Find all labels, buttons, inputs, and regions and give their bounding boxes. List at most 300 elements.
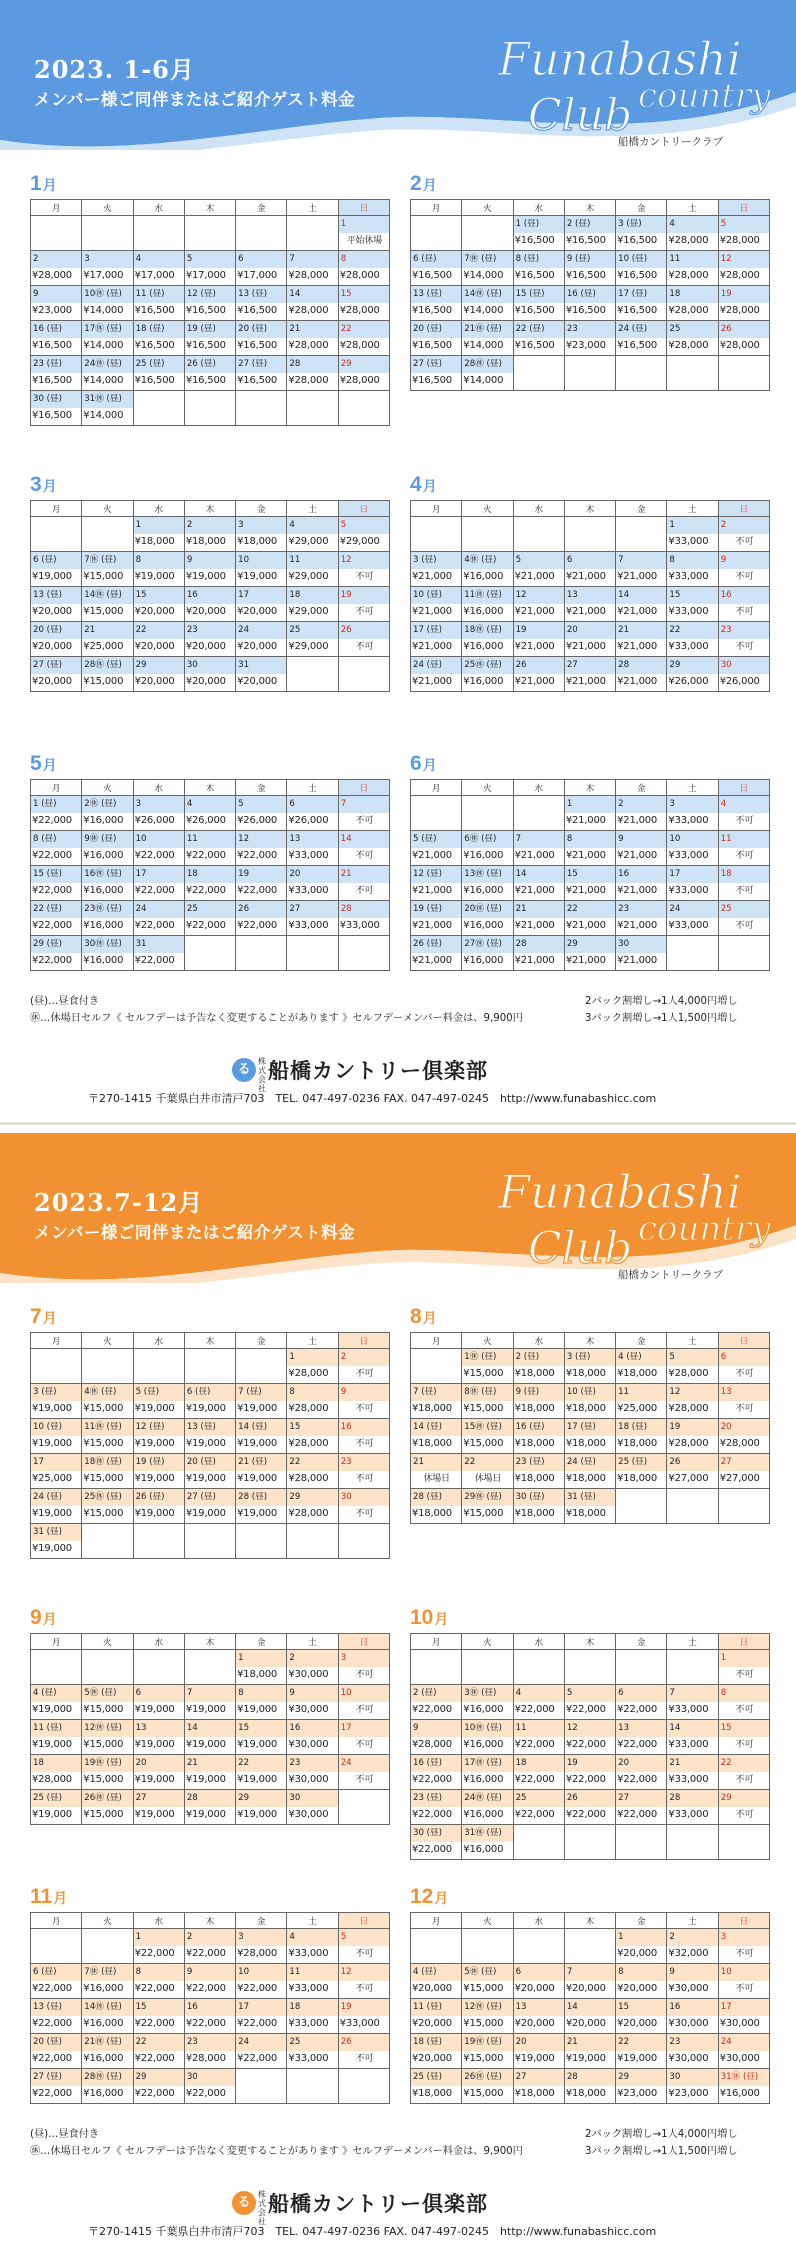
- month-calendar: [410, 752, 770, 971]
- weekday-header: 日: [338, 1333, 389, 1349]
- calendar-week: [411, 1685, 770, 1720]
- day-cell: [82, 831, 133, 866]
- day-price: ¥28,000: [339, 340, 380, 351]
- weekday-header: 木: [184, 200, 235, 216]
- day-cell: [31, 2034, 82, 2069]
- day-cell: [82, 866, 133, 901]
- day-cell: [667, 321, 718, 356]
- day-price: ¥22,000: [237, 1983, 278, 1994]
- day-price: ¥28,000: [719, 340, 760, 351]
- day-cell: [236, 2069, 287, 2104]
- day-price: ¥25,000: [32, 1473, 72, 1484]
- calendar-week: [31, 391, 390, 426]
- day-price: ¥22,000: [237, 885, 278, 896]
- day-price: ¥28,000: [288, 1438, 329, 1449]
- day-label: 20: [134, 1755, 184, 1772]
- day-cell: [287, 622, 338, 657]
- month-suffix: 月: [42, 1310, 57, 1326]
- day-cell: [564, 657, 615, 692]
- day-cell: [564, 1755, 615, 1790]
- day-cell: [411, 866, 462, 901]
- day-cell: [616, 1720, 667, 1755]
- day-cell: [564, 1650, 615, 1685]
- day-label: 19 (昼): [185, 321, 235, 338]
- day-label: 5: [185, 251, 235, 268]
- day-price: ¥19,000: [237, 1739, 278, 1750]
- day-label: 20 (昼): [236, 321, 286, 338]
- day-cell: [236, 2034, 287, 2069]
- day-price: ¥30,000: [668, 2018, 709, 2029]
- day-cell: [513, 552, 564, 587]
- weekday-header: 金: [236, 1913, 287, 1929]
- day-cell: [236, 866, 287, 901]
- day-cell: [667, 831, 718, 866]
- day-label: 29: [236, 1790, 286, 1807]
- day-cell: [513, 657, 564, 692]
- day-cell: [513, 936, 564, 971]
- day-cell: [462, 1384, 513, 1419]
- weekday-header: 土: [287, 501, 338, 517]
- day-cell: [287, 1790, 338, 1825]
- day-label: 17: [236, 1999, 286, 2016]
- day-label: 25㊡ (昼): [462, 657, 512, 674]
- month-suffix: 月: [434, 1890, 449, 1906]
- day-cell: [236, 831, 287, 866]
- day-label: 10 (昼): [565, 1384, 615, 1401]
- day-label: 11: [514, 1720, 564, 1737]
- day-cell: [184, 1755, 235, 1790]
- day-cell: [718, 1929, 769, 1964]
- day-cell: [82, 1929, 133, 1964]
- day-price: ¥26,000: [134, 815, 175, 826]
- weekday-header: 火: [462, 780, 513, 796]
- calendar-week: [31, 901, 390, 936]
- day-cell: [31, 1755, 82, 1790]
- day-price: ¥28,000: [288, 305, 329, 316]
- day-label: 17: [719, 1999, 769, 2016]
- day-label: 10㊡ (昼): [82, 286, 132, 303]
- day-label: 17: [134, 866, 184, 883]
- day-cell: [411, 1720, 462, 1755]
- day-label: 21: [616, 622, 666, 639]
- day-label: 1: [134, 517, 184, 534]
- day-price: ¥28,000: [668, 340, 709, 351]
- day-label: 30: [719, 657, 769, 674]
- weekday-header: 日: [338, 1913, 389, 1929]
- day-price: 休場日: [423, 1474, 450, 1484]
- weekday-header: 水: [133, 1634, 184, 1650]
- day-price: ¥16,000: [83, 920, 124, 931]
- day-price: ¥16,000: [463, 1809, 504, 1820]
- day-price: ¥33,000: [288, 1983, 329, 1994]
- day-label: 11 (昼): [134, 286, 184, 303]
- day-cell: [411, 216, 462, 251]
- day-label: 24: [667, 901, 717, 918]
- day-cell: [133, 1685, 184, 1720]
- day-price: ¥18,000: [514, 1438, 555, 1449]
- day-cell: [667, 657, 718, 692]
- day-price: ¥22,000: [565, 1774, 606, 1785]
- day-label: 23: [287, 1755, 337, 1772]
- day-label: 16 (昼): [411, 1755, 461, 1772]
- day-label: 15㊡ (昼): [462, 1419, 512, 1436]
- day-price: ¥20,000: [565, 2018, 606, 2029]
- weekday-header: 木: [184, 1634, 235, 1650]
- day-cell: [82, 1384, 133, 1419]
- day-cell: [236, 1384, 287, 1419]
- day-cell: [82, 1755, 133, 1790]
- month-title: [410, 1606, 448, 1630]
- day-label: 30: [287, 1790, 337, 1807]
- calendar-table: [30, 1332, 390, 1559]
- day-cell: [82, 1454, 133, 1489]
- day-price: ¥26,000: [237, 815, 278, 826]
- day-cell: [462, 216, 513, 251]
- day-label: 18: [719, 866, 769, 883]
- day-price: ¥16,000: [463, 955, 504, 966]
- calendar-table: [30, 199, 390, 426]
- day-label: 25: [287, 622, 337, 639]
- day-cell: [718, 251, 769, 286]
- day-cell: [616, 831, 667, 866]
- day-price: ¥16,000: [463, 850, 504, 861]
- day-price: ¥17,000: [237, 270, 278, 281]
- weekday-header: 火: [462, 1913, 513, 1929]
- day-label: 8: [667, 552, 717, 569]
- day-label: 19: [719, 286, 769, 303]
- weekday-header: 木: [184, 780, 235, 796]
- calendar-week: [31, 1999, 390, 2034]
- day-cell: [338, 251, 389, 286]
- day-cell: [667, 1419, 718, 1454]
- day-cell: [31, 901, 82, 936]
- day-cell: [31, 517, 82, 552]
- day-cell: [31, 622, 82, 657]
- day-cell: [184, 1524, 235, 1559]
- day-label: 30 (昼): [514, 1489, 564, 1506]
- day-cell: [616, 1489, 667, 1524]
- weekday-header: 金: [236, 1333, 287, 1349]
- day-label: 17 (昼): [616, 286, 666, 303]
- day-label: 4 (昼): [616, 1349, 666, 1366]
- month-title: [410, 473, 437, 497]
- day-price: 不可: [355, 1670, 374, 1680]
- day-label: 1: [339, 216, 389, 233]
- day-price: ¥18,000: [617, 1438, 658, 1449]
- day-label: 28㊡ (昼): [82, 2069, 132, 2086]
- day-price: ¥16,000: [463, 885, 504, 896]
- day-price: ¥19,000: [237, 1508, 278, 1519]
- day-cell: [133, 1419, 184, 1454]
- calendar-week: [31, 1929, 390, 1964]
- day-label: 11: [616, 1384, 666, 1401]
- day-cell: [462, 622, 513, 657]
- day-label: 27 (昼): [411, 356, 461, 373]
- month-calendar: [410, 1885, 770, 2104]
- day-cell: [462, 901, 513, 936]
- day-label: 9: [719, 552, 769, 569]
- sheet-subtitle: メンバー様ご同伴またはご紹介ゲスト料金: [34, 90, 356, 109]
- day-price: ¥22,000: [185, 2018, 226, 2029]
- day-cell: [667, 587, 718, 622]
- weekday-header: 月: [31, 1913, 82, 1929]
- day-price: ¥16,500: [32, 375, 72, 386]
- day-label: 20: [719, 1419, 769, 1436]
- day-price: ¥21,000: [514, 571, 555, 582]
- day-cell: [287, 587, 338, 622]
- day-cell: [31, 936, 82, 971]
- day-label: 8: [616, 1964, 666, 1981]
- day-cell: [133, 657, 184, 692]
- day-cell: [236, 657, 287, 692]
- day-label: 5: [565, 1685, 615, 1702]
- day-cell: [718, 1489, 769, 1524]
- day-price: ¥16,000: [83, 2053, 124, 2064]
- weekday-header: 金: [236, 780, 287, 796]
- calendar-week: [411, 1384, 770, 1419]
- weekday-header: 土: [667, 780, 718, 796]
- day-label: 31 (昼): [565, 1489, 615, 1506]
- weekday-header: 月: [31, 1634, 82, 1650]
- day-cell: [513, 1454, 564, 1489]
- day-label: 2: [185, 1929, 235, 1946]
- day-label: 28 (昼): [236, 1489, 286, 1506]
- day-price: 不可: [735, 1949, 754, 1959]
- day-label: 24㊡ (昼): [82, 356, 132, 373]
- day-price: ¥16,000: [463, 1844, 504, 1855]
- day-price: 不可: [355, 886, 374, 896]
- day-label: 10: [339, 1685, 389, 1702]
- day-cell: [287, 1999, 338, 2034]
- day-price: ¥28,000: [668, 235, 709, 246]
- day-cell: [718, 831, 769, 866]
- day-label: 22: [565, 901, 615, 918]
- day-label: 2: [667, 1929, 717, 1946]
- day-cell: [82, 1964, 133, 1999]
- day-cell: [82, 1524, 133, 1559]
- day-price: ¥18,000: [237, 536, 278, 547]
- day-cell: [667, 1384, 718, 1419]
- day-cell: [667, 517, 718, 552]
- month-calendar: [30, 1606, 390, 1825]
- weekday-header: 火: [82, 780, 133, 796]
- day-label: 28: [287, 356, 337, 373]
- day-cell: [513, 1825, 564, 1860]
- day-label: 25: [719, 901, 769, 918]
- logo-word-funabashi: Funabashi: [498, 32, 742, 86]
- logo-japanese-name: 船橋カントリークラブ: [618, 136, 723, 148]
- day-label: 29㊡ (昼): [462, 1489, 512, 1506]
- weekday-header: 金: [236, 200, 287, 216]
- day-cell: [667, 356, 718, 391]
- day-label: 27: [134, 1790, 184, 1807]
- day-label: 8: [287, 1384, 337, 1401]
- header-banner: [0, 1133, 796, 1283]
- day-label: 30: [185, 657, 235, 674]
- day-price: ¥16,500: [412, 270, 452, 281]
- calendar-week: [411, 657, 770, 692]
- day-price: ¥18,000: [412, 1508, 452, 1519]
- day-cell: [82, 1349, 133, 1384]
- day-cell: [287, 1650, 338, 1685]
- day-price: ¥22,000: [237, 2018, 278, 2029]
- day-label: 22: [719, 1755, 769, 1772]
- day-label: 1: [134, 1929, 184, 1946]
- day-label: 12 (昼): [134, 1419, 184, 1436]
- calendar-week: [31, 286, 390, 321]
- day-cell: [513, 587, 564, 622]
- month-number: 10: [410, 1606, 434, 1629]
- day-price: ¥33,000: [668, 815, 709, 826]
- day-price: ¥19,000: [134, 571, 175, 582]
- day-cell: [513, 1650, 564, 1685]
- day-price: ¥20,000: [185, 641, 226, 652]
- day-cell: [133, 1454, 184, 1489]
- day-cell: [513, 1419, 564, 1454]
- day-cell: [287, 286, 338, 321]
- day-label: 30 (昼): [411, 1825, 461, 1842]
- day-label: 19: [667, 1419, 717, 1436]
- day-price: ¥14,000: [83, 340, 124, 351]
- day-label: 27: [287, 901, 337, 918]
- day-cell: [287, 1419, 338, 1454]
- calendar-week: [31, 1384, 390, 1419]
- day-cell: [667, 286, 718, 321]
- day-label: 20: [514, 2034, 564, 2051]
- day-label: 14: [339, 831, 389, 848]
- day-label: 18 (昼): [616, 1419, 666, 1436]
- day-label: 3㊡ (昼): [462, 1685, 512, 1702]
- day-cell: [287, 657, 338, 692]
- day-label: 23 (昼): [514, 1454, 564, 1471]
- day-price: ¥28,000: [288, 1473, 329, 1484]
- weekday-header: 日: [338, 780, 389, 796]
- day-label: 22: [339, 321, 389, 338]
- day-label: 3: [339, 1650, 389, 1667]
- day-cell: [667, 2034, 718, 2069]
- day-label: 14 (昼): [236, 1419, 286, 1436]
- day-label: 4: [719, 796, 769, 813]
- calendar-table: [30, 500, 390, 692]
- day-label: 17: [339, 1720, 389, 1737]
- day-cell: [616, 1685, 667, 1720]
- day-price: ¥16,500: [32, 340, 72, 351]
- day-cell: [718, 321, 769, 356]
- day-cell: [462, 1999, 513, 2034]
- day-price: 不可: [735, 1705, 754, 1715]
- month-title: [30, 1885, 67, 1909]
- day-price: ¥33,000: [288, 885, 329, 896]
- day-cell: [667, 1790, 718, 1825]
- day-price: 不可: [735, 1984, 754, 1994]
- day-price: ¥22,000: [32, 955, 72, 966]
- day-price: ¥22,000: [565, 1809, 606, 1820]
- month-number: 7: [30, 1305, 42, 1328]
- day-cell: [667, 901, 718, 936]
- logo-word-club: Club: [528, 90, 633, 141]
- day-label: 4: [185, 796, 235, 813]
- weekday-header: 木: [564, 501, 615, 517]
- day-label: 17 (昼): [411, 622, 461, 639]
- day-label: 5: [236, 796, 286, 813]
- day-label: 24 (昼): [565, 1454, 615, 1471]
- day-price: ¥28,000: [668, 270, 709, 281]
- calendar-week: [31, 1524, 390, 1559]
- day-cell: [564, 552, 615, 587]
- day-cell: [667, 622, 718, 657]
- day-price: ¥22,000: [32, 2088, 72, 2099]
- day-label: 26: [236, 901, 286, 918]
- day-price: ¥18,000: [185, 536, 226, 547]
- day-cell: [616, 587, 667, 622]
- weekday-header: 金: [236, 501, 287, 517]
- day-label: 3 (昼): [616, 216, 666, 233]
- logo-word-country: country: [638, 76, 771, 116]
- day-cell: [411, 622, 462, 657]
- logo-japanese-name: 船橋カントリークラブ: [618, 1269, 723, 1281]
- day-cell: [564, 286, 615, 321]
- day-price: ¥19,000: [134, 1774, 175, 1785]
- day-cell: [184, 552, 235, 587]
- day-label: 3: [82, 251, 132, 268]
- day-label: 25 (昼): [411, 2069, 461, 2086]
- day-label: 21: [565, 2034, 615, 2051]
- day-label: 15: [616, 1999, 666, 2016]
- weekday-header: 月: [411, 780, 462, 796]
- weekday-header: 火: [82, 1634, 133, 1650]
- day-cell: [616, 552, 667, 587]
- day-cell: [184, 2069, 235, 2104]
- day-cell: [184, 622, 235, 657]
- day-cell: [462, 657, 513, 692]
- day-label: 8㊡ (昼): [462, 1384, 512, 1401]
- day-label: 16: [667, 1999, 717, 2016]
- day-price: ¥33,000: [668, 885, 709, 896]
- day-cell: [411, 657, 462, 692]
- day-cell: [718, 2069, 769, 2104]
- day-label: 9: [185, 1964, 235, 1981]
- day-cell: [513, 321, 564, 356]
- day-cell: [31, 1964, 82, 1999]
- day-price: ¥22,000: [134, 2088, 175, 2099]
- day-cell: [718, 622, 769, 657]
- day-cell: [462, 251, 513, 286]
- day-price: ¥15,000: [463, 2088, 504, 2099]
- calendar-week: [411, 587, 770, 622]
- calendar-table: [410, 199, 770, 391]
- day-label: 12: [719, 251, 769, 268]
- day-price: ¥21,000: [617, 815, 658, 826]
- day-price: ¥16,500: [237, 375, 278, 386]
- weekday-header: 水: [133, 1333, 184, 1349]
- day-label: 29: [134, 2069, 184, 2086]
- day-price: ¥20,000: [134, 676, 175, 687]
- day-cell: [31, 1720, 82, 1755]
- day-label: 24: [134, 901, 184, 918]
- day-cell: [718, 936, 769, 971]
- calendar-week: [31, 1454, 390, 1489]
- weekday-header: 土: [287, 1333, 338, 1349]
- day-label: 11: [185, 831, 235, 848]
- day-cell: [564, 1419, 615, 1454]
- day-label: 31㊡ (昼): [719, 2069, 769, 2086]
- day-price: ¥19,000: [237, 1403, 278, 1414]
- day-cell: [718, 587, 769, 622]
- day-cell: [236, 216, 287, 251]
- day-cell: [718, 1685, 769, 1720]
- day-cell: [338, 1650, 389, 1685]
- day-cell: [338, 1454, 389, 1489]
